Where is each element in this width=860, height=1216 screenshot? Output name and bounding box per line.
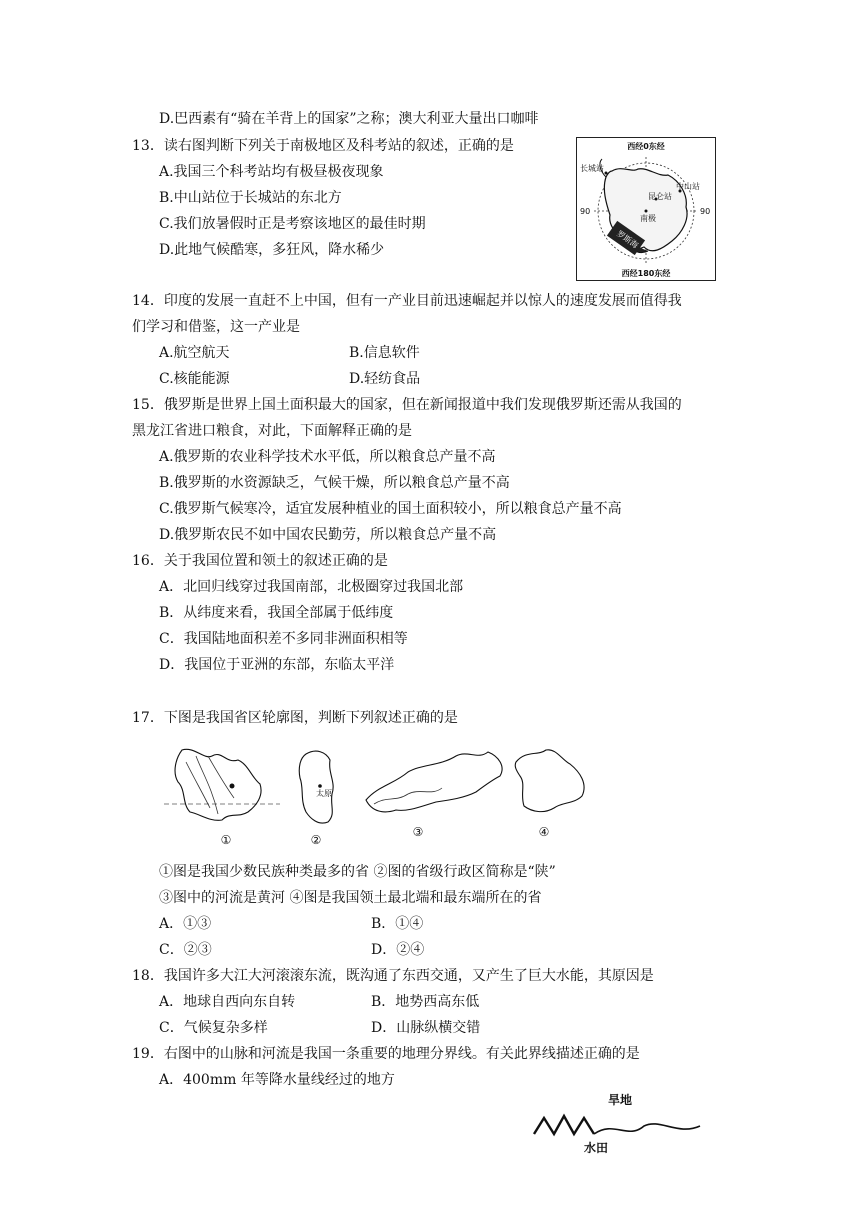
q15-stem-line1: 15．俄罗斯是世界上国土面积最大的国家，但在新闻报道中我们发现俄罗斯还需从我国的 xyxy=(132,397,682,413)
paddy-label: 水田 xyxy=(584,1141,609,1155)
q15-option-d: D.俄罗斯农民不如中国农民勤劳，所以粮食总产量不高 xyxy=(159,527,497,543)
q17-option-a: A．①③ xyxy=(159,916,212,932)
q18-option-d: D．山脉纵横交错 xyxy=(371,1020,481,1036)
q14-stem-line1: 14．印度的发展一直赶不上中国，但有一产业目前迅速崛起并以惊人的速度发展而值得我 xyxy=(132,293,682,309)
map-bottom-label: 西经180东经 xyxy=(621,269,671,278)
q13-option-c: C.我们放暑假时正是考察该地区的最佳时期 xyxy=(159,216,426,232)
map-right-90: 90 xyxy=(700,207,711,216)
q16-option-c: C．我国陆地面积差不多同非洲面积相等 xyxy=(159,631,408,647)
q19-option-a: A．400mm 年等降水量线经过的地方 xyxy=(159,1072,395,1088)
map-changcheng: 长城站 xyxy=(580,164,604,173)
q18-stem: 18．我国许多大江大河滚滚东流，既沟通了东西交通，又产生了巨大水能，其原因是 xyxy=(132,968,654,984)
q18-option-a: A．地球自西向东自转 xyxy=(159,994,296,1010)
map-kunlun: 昆仑站 xyxy=(648,192,672,201)
map-ross-sea: 罗斯海 xyxy=(614,228,640,251)
q17-statement-line2: ③图中的河流是黄河 ④图是我国领土最北端和最东端所在的省 xyxy=(159,890,542,906)
q14-stem-line2: 们学习和借鉴，这一产业是 xyxy=(132,319,300,335)
boundary-line-figure xyxy=(528,1090,708,1162)
q17-option-b: B．①④ xyxy=(371,916,424,932)
q15-option-a: A.俄罗斯的农业科学技术水平低，所以粮食总产量不高 xyxy=(159,449,496,465)
q13-option-d: D.此地气候酷寒，多狂风，降水稀少 xyxy=(159,242,385,258)
q14-option-a: A.航空航天 xyxy=(159,345,230,361)
q16-option-b: B．从纬度来看，我国全部属于低纬度 xyxy=(159,605,394,621)
q18-option-b: B．地势西高东低 xyxy=(371,994,480,1010)
q14-option-c: C.核能能源 xyxy=(159,371,230,387)
q15-option-c: C.俄罗斯气候寒冷，适宜发展种植业的国土面积较小，所以粮食总产量不高 xyxy=(159,501,622,517)
map-pole: 南极 xyxy=(640,214,656,223)
q13-option-b: B.中山站位于长城站的东北方 xyxy=(159,190,342,206)
q19-stem: 19．右图中的山脉和河流是我国一条重要的地理分界线。有关此界线描述正确的是 xyxy=(132,1046,640,1062)
map-caption-3: ③ xyxy=(412,825,424,839)
q16-option-d: D．我国位于亚洲的东部，东临太平洋 xyxy=(159,657,395,673)
q17-stem: 17．下图是我国省区轮廓图，判断下列叙述正确的是 xyxy=(132,710,458,726)
q16-option-a: A．北回归线穿过我国南部，北极圈穿过我国北部 xyxy=(159,579,464,595)
antarctica-map xyxy=(576,137,716,281)
taiyuan-label: 太原 xyxy=(316,789,332,798)
q17-option-d: D．②④ xyxy=(371,942,425,958)
map-caption-1: ① xyxy=(220,833,232,847)
map-caption-2: ② xyxy=(310,833,322,847)
q17-option-c: C．②③ xyxy=(159,942,212,958)
map-caption-4: ④ xyxy=(538,825,550,839)
map-zhongshan: 中山站 xyxy=(676,182,700,191)
q17-statement-line1: ①图是我国少数民族种类最多的省 ②图的省级行政区简称是“陕” xyxy=(159,864,556,880)
q13-stem: 13．读右图判断下列关于南极地区及科考站的叙述，正确的是 xyxy=(132,138,514,154)
map-top-label: 西经0东经 xyxy=(627,142,665,151)
q15-option-b: B.俄罗斯的水资源缺乏，气候干燥，所以粮食总产量不高 xyxy=(159,475,510,491)
q13-option-a: A.我国三个科考站均有极昼极夜现象 xyxy=(159,164,384,180)
q14-option-d: D.轻纺食品 xyxy=(349,371,421,387)
dryland-label: 旱地 xyxy=(608,1093,633,1107)
q15-stem-line2: 黑龙江省进口粮食，对此，下面解释正确的是 xyxy=(132,423,412,439)
q18-option-c: C．气候复杂多样 xyxy=(159,1020,268,1036)
province-outline-maps xyxy=(160,742,600,852)
q12-option-d: D.巴西素有“骑在羊背上的国家”之称；澳大利亚大量出口咖啡 xyxy=(159,111,539,127)
q16-stem: 16．关于我国位置和领土的叙述正确的是 xyxy=(132,553,388,569)
map-left-90: 90 xyxy=(580,207,591,216)
q14-option-b: B.信息软件 xyxy=(349,345,420,361)
